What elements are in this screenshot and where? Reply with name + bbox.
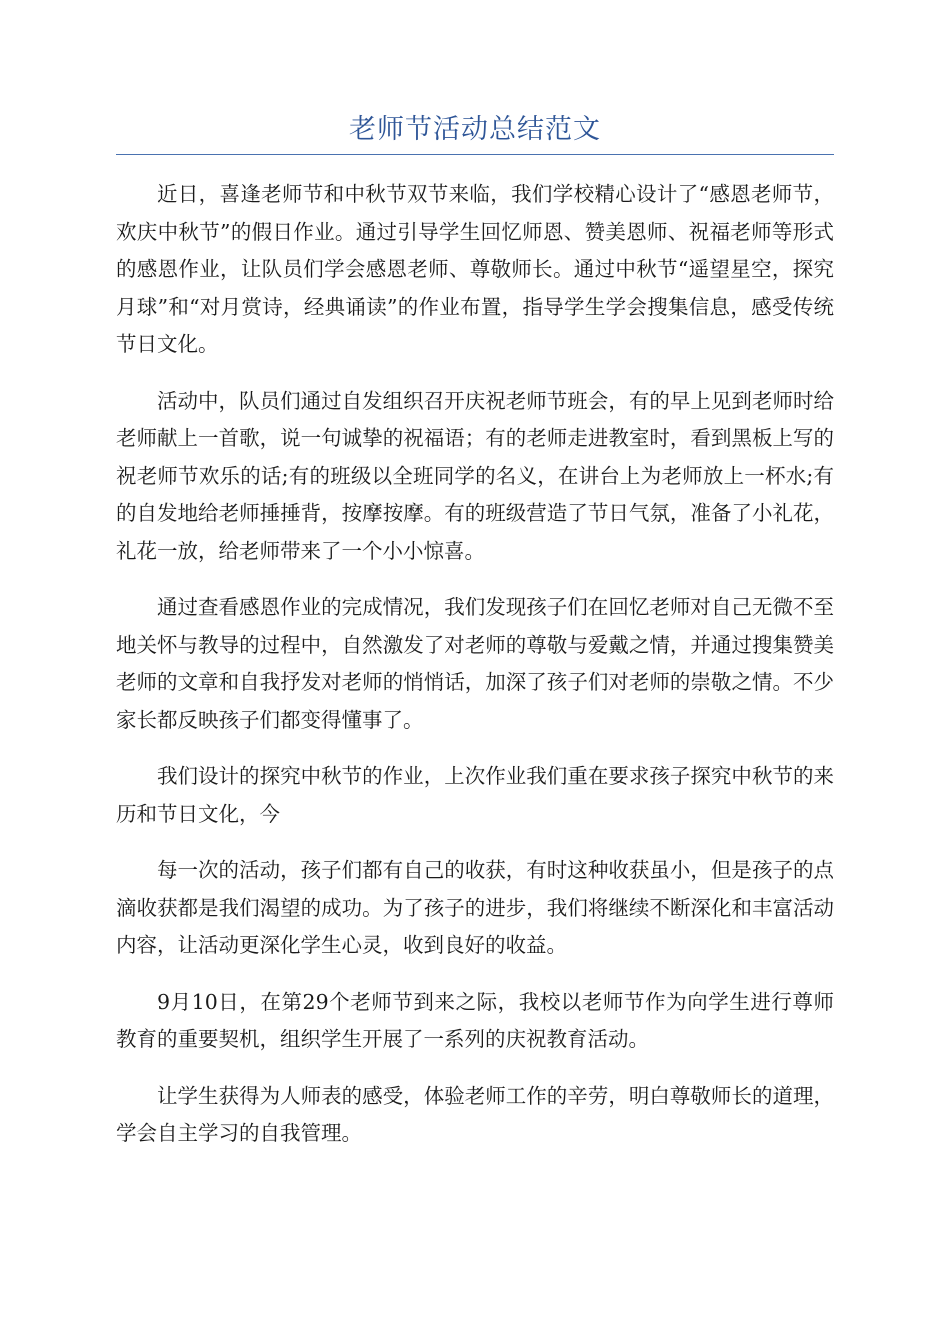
paragraph: 我们设计的探究中秋节的作业，上次作业我们重在要求孩子探究中秋节的来历和节日文化，今 xyxy=(116,764,834,826)
paragraph: 让学生获得为人师表的感受，体验老师工作的辛劳，明白尊敬师长的道理，学会自主学习的自我管理。 xyxy=(116,1083,834,1145)
paragraph: 每一次的活动，孩子们都有自己的收获，有时这种收获虽小，但是孩子的点滴收获都是我们渴望的成功。为了孩子的进步，我们将继续不断深化和丰富活动内容，让活动更深化学生心灵，收到良好的收益。 xyxy=(116,858,834,957)
document-title: 老师节活动总结范文 xyxy=(349,114,601,145)
paragraph: 9月10日，在第29个老师节到来之际，我校以老师节作为向学生进行尊师教育的重要契机，组织学生开展了一系列的庆祝教育活动。 xyxy=(116,989,834,1051)
paragraph: 活动中，队员们通过自发组织召开庆祝老师节班会，有的早上见到老师时给老师献上一首歌，说一句诚挚的祝福语；有的老师走进教室时，看到黑板上写的祝老师节欢乐的话;有的班级以全班同学的名义，在讲台上为老师放上一杯水;有的自发地给老师捶捶背，按摩按摩。有的班级营造了节日气氛，准备了小礼花，礼花一放，给老师带来了一个小小惊喜。 xyxy=(116,388,834,563)
paragraph: 通过查看感恩作业的完成情况，我们发现孩子们在回忆老师对自己无微不至地关怀与教导的过程中，自然激发了对老师的尊敬与爱戴之情，并通过搜集赞美老师的文章和自我抒发对老师的悄悄话，加深了孩子们对老师的崇敬之情。不少家长都反映孩子们都变得懂事了。 xyxy=(116,595,834,732)
paragraph: 近日，喜逢老师节和中秋节双节来临，我们学校精心设计了“感恩老师节，欢庆中秋节”的假日作业。通过引导学生回忆师恩、赞美恩师、祝福老师等形式的感恩作业，让队员们学会感恩老师、尊敬师长。通过中秋节“遥望星空，探究月球”和“对月赏诗，经典诵读”的作业布置，指导学生学会搜集信息，感受传统节日文化。 xyxy=(116,182,834,356)
title-underline xyxy=(116,154,834,155)
document-body xyxy=(116,176,834,1172)
